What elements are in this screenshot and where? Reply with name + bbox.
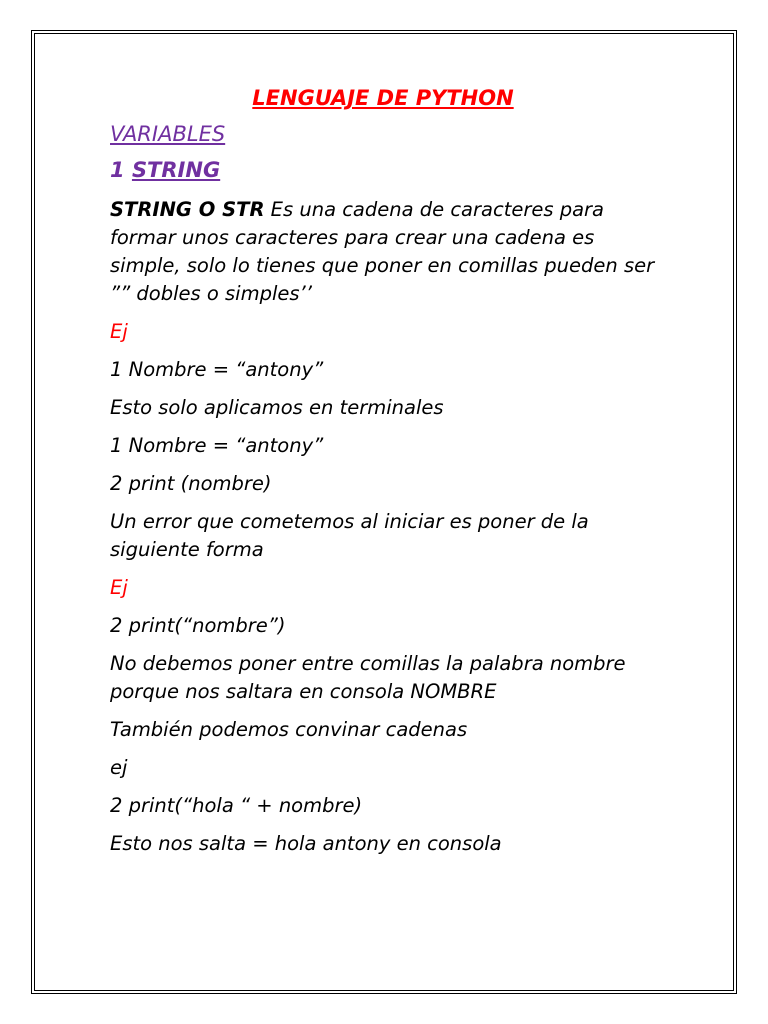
body-paragraph: Un error que cometemos al iniciar es poner de la siguiente forma <box>110 510 589 561</box>
intro-text: Es una cadena de caracteres para formar unos caracteres para crear una cadena es simple, solo lo tienes que poner en comillas pueden ser ”” dobles o simples’’ <box>110 198 655 305</box>
subsection-label: STRING <box>131 158 221 182</box>
example-label: Ej <box>110 320 128 343</box>
intro-term: STRING O STR <box>110 198 265 221</box>
code-line: 2 print(“hola “ + nombre) <box>110 794 363 817</box>
subsection-number: 1 <box>110 158 125 182</box>
body-paragraph: También podemos convinar cadenas <box>110 718 468 741</box>
document-body <box>110 84 670 868</box>
subsection-heading-string <box>110 156 670 184</box>
section-heading-variables: VARIABLES <box>110 122 226 146</box>
document-title: LENGUAJE DE PYTHON <box>252 86 514 110</box>
intro-paragraph <box>110 196 670 308</box>
body-paragraph: No debemos poner entre comillas la palabra nombre porque nos saltara en consola NOMBRE <box>110 652 626 703</box>
code-line: 2 print(“nombre”) <box>110 614 286 637</box>
code-line: 1 Nombre = “antony” <box>110 434 324 457</box>
body-paragraph: Esto solo aplicamos en terminales <box>110 396 444 419</box>
example-label: Ej <box>110 576 128 599</box>
code-line: 1 Nombre = “antony” <box>110 358 324 381</box>
body-paragraph: Esto nos salta = hola antony en consola <box>110 832 502 855</box>
example-label: ej <box>110 756 128 779</box>
code-line: 2 print (nombre) <box>110 472 272 495</box>
